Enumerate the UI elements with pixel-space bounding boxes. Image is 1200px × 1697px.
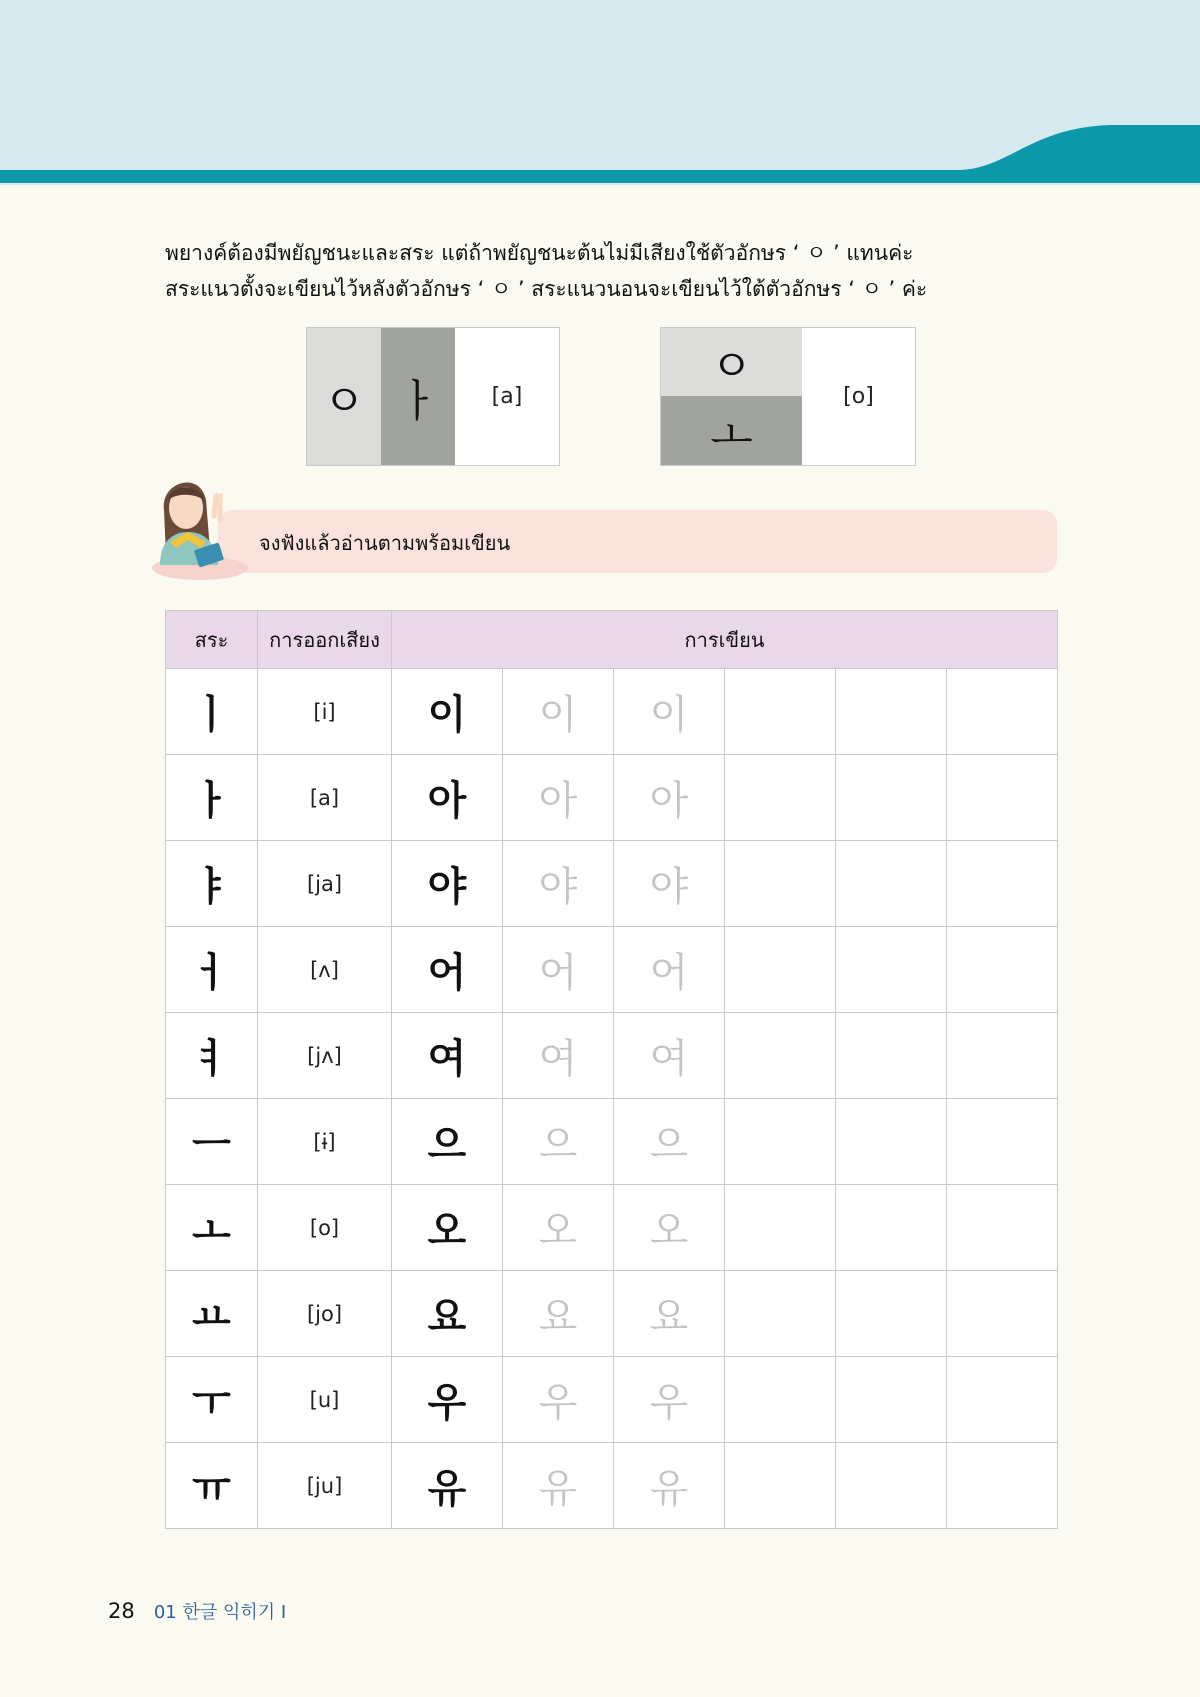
trace-cell[interactable]: 요 — [614, 1271, 725, 1357]
table-row — [166, 927, 1058, 1013]
writing-cell[interactable] — [725, 1185, 836, 1271]
writing-cell[interactable] — [947, 1185, 1058, 1271]
writing-cell[interactable] — [836, 755, 947, 841]
pronunciation-cell: [i] — [258, 669, 392, 755]
intro-line-2: สระแนวตั้งจะเขียนไว้หลังตัวอักษร ‘ ㅇ ’ สระแนวนอนจะเขียนไว้ใต้ตัวอักษร ‘ ㅇ ’ ค่ะ — [165, 277, 928, 301]
writing-cell[interactable] — [947, 927, 1058, 1013]
writing-cell[interactable] — [947, 1357, 1058, 1443]
pronunciation-cell: [ju] — [258, 1443, 392, 1529]
trace-cell[interactable]: 여 — [614, 1013, 725, 1099]
trace-cell[interactable]: 오 — [614, 1185, 725, 1271]
teacher-illustration-icon — [150, 470, 260, 582]
syllable-cell: 아 — [392, 755, 503, 841]
writing-cell[interactable] — [836, 927, 947, 1013]
writing-cell[interactable] — [725, 1271, 836, 1357]
vowel-cell: ㅕ — [166, 1013, 258, 1099]
table-row — [166, 841, 1058, 927]
trace-cell[interactable]: 아 — [503, 755, 614, 841]
instruction-text: จงฟังแล้วอ่านตามพร้อมเขียน — [259, 531, 511, 555]
writing-cell[interactable] — [836, 1443, 947, 1529]
trace-cell[interactable]: 유 — [503, 1443, 614, 1529]
header-writing: การเขียน — [392, 611, 1058, 669]
pronunciation-cell: [u] — [258, 1357, 392, 1443]
writing-cell[interactable] — [725, 841, 836, 927]
pronunciation-cell: [jʌ] — [258, 1013, 392, 1099]
trace-cell[interactable]: 여 — [503, 1013, 614, 1099]
intro-paragraph — [165, 235, 1065, 307]
example-consonant: ㅇ — [661, 328, 802, 396]
writing-cell[interactable] — [725, 1013, 836, 1099]
writing-cell[interactable] — [725, 1357, 836, 1443]
vowel-practice-table — [165, 610, 1058, 1529]
syllable-cell: 오 — [392, 1185, 503, 1271]
chapter-title: 01 한글 익히기 I — [153, 1602, 287, 1623]
table-row — [166, 1271, 1058, 1357]
writing-cell[interactable] — [836, 1357, 947, 1443]
trace-cell[interactable]: 으 — [503, 1099, 614, 1185]
table-row — [166, 669, 1058, 755]
vowel-cell: ㅡ — [166, 1099, 258, 1185]
syllable-cell: 어 — [392, 927, 503, 1013]
pronunciation-cell: [jo] — [258, 1271, 392, 1357]
trace-cell[interactable]: 이 — [614, 669, 725, 755]
writing-cell[interactable] — [947, 1271, 1058, 1357]
pronunciation-cell: [a] — [258, 755, 392, 841]
writing-cell[interactable] — [836, 669, 947, 755]
writing-cell[interactable] — [947, 841, 1058, 927]
pronunciation-cell: [ja] — [258, 841, 392, 927]
example-vertical-vowel — [306, 327, 560, 466]
syllable-cell: 여 — [392, 1013, 503, 1099]
vowel-cell: ㅠ — [166, 1443, 258, 1529]
trace-cell[interactable]: 유 — [614, 1443, 725, 1529]
trace-cell[interactable]: 우 — [503, 1357, 614, 1443]
trace-cell[interactable]: 우 — [614, 1357, 725, 1443]
writing-cell[interactable] — [836, 841, 947, 927]
trace-cell[interactable]: 이 — [503, 669, 614, 755]
trace-cell[interactable]: 아 — [614, 755, 725, 841]
header-pronunciation: การออกเสียง — [258, 611, 392, 669]
vowel-cell: ㅑ — [166, 841, 258, 927]
writing-cell[interactable] — [725, 1099, 836, 1185]
vowel-cell: ㅜ — [166, 1357, 258, 1443]
pronunciation-cell: [ʌ] — [258, 927, 392, 1013]
vowel-cell: ㅓ — [166, 927, 258, 1013]
trace-cell[interactable]: 요 — [503, 1271, 614, 1357]
syllable-cell: 이 — [392, 669, 503, 755]
table-header-row — [166, 611, 1058, 669]
page-footer — [108, 1598, 286, 1624]
syllable-cell: 으 — [392, 1099, 503, 1185]
writing-cell[interactable] — [836, 1271, 947, 1357]
syllable-cell: 유 — [392, 1443, 503, 1529]
writing-cell[interactable] — [725, 755, 836, 841]
trace-cell[interactable]: 오 — [503, 1185, 614, 1271]
syllable-cell: 요 — [392, 1271, 503, 1357]
vowel-cell: ㅣ — [166, 669, 258, 755]
wave-decoration — [0, 0, 1200, 185]
table-row — [166, 1443, 1058, 1529]
writing-cell[interactable] — [836, 1185, 947, 1271]
writing-cell[interactable] — [836, 1013, 947, 1099]
vowel-cell: ㅗ — [166, 1185, 258, 1271]
trace-cell[interactable]: 어 — [614, 927, 725, 1013]
example-vowel: ㅗ — [661, 396, 802, 465]
writing-cell[interactable] — [947, 1013, 1058, 1099]
vowel-cell: ㅏ — [166, 755, 258, 841]
example-horizontal-vowel — [660, 327, 916, 466]
writing-cell[interactable] — [836, 1099, 947, 1185]
table-row — [166, 1357, 1058, 1443]
writing-cell[interactable] — [947, 669, 1058, 755]
table-row — [166, 1099, 1058, 1185]
trace-cell[interactable]: 야 — [503, 841, 614, 927]
syllable-cell: 우 — [392, 1357, 503, 1443]
example-consonant: ㅇ — [307, 328, 381, 465]
pronunciation-cell: [ɨ] — [258, 1099, 392, 1185]
table-row — [166, 755, 1058, 841]
intro-line-1: พยางค์ต้องมีพยัญชนะและสระ แต่ถ้าพยัญชนะต้นไม่มีเสียงใช้ตัวอักษร ‘ ㅇ ’ แทนค่ะ — [165, 241, 914, 265]
syllable-cell: 야 — [392, 841, 503, 927]
table-row — [166, 1013, 1058, 1099]
pronunciation-cell: [o] — [258, 1185, 392, 1271]
example-vowel: ㅏ — [381, 328, 455, 465]
writing-cell[interactable] — [947, 1099, 1058, 1185]
writing-cell[interactable] — [947, 1443, 1058, 1529]
trace-cell[interactable]: 으 — [614, 1099, 725, 1185]
trace-cell[interactable]: 어 — [503, 927, 614, 1013]
page-number: 28 — [108, 1599, 135, 1623]
vowel-cell: ㅛ — [166, 1271, 258, 1357]
trace-cell[interactable]: 야 — [614, 841, 725, 927]
example-romanization: [o] — [843, 384, 874, 409]
writing-cell[interactable] — [725, 1443, 836, 1529]
header-vowel: สระ — [166, 611, 258, 669]
example-romanization: [a] — [491, 384, 523, 409]
writing-cell[interactable] — [725, 669, 836, 755]
page-header-band — [0, 0, 1200, 185]
writing-cell[interactable] — [947, 755, 1058, 841]
writing-cell[interactable] — [725, 927, 836, 1013]
table-row — [166, 1185, 1058, 1271]
